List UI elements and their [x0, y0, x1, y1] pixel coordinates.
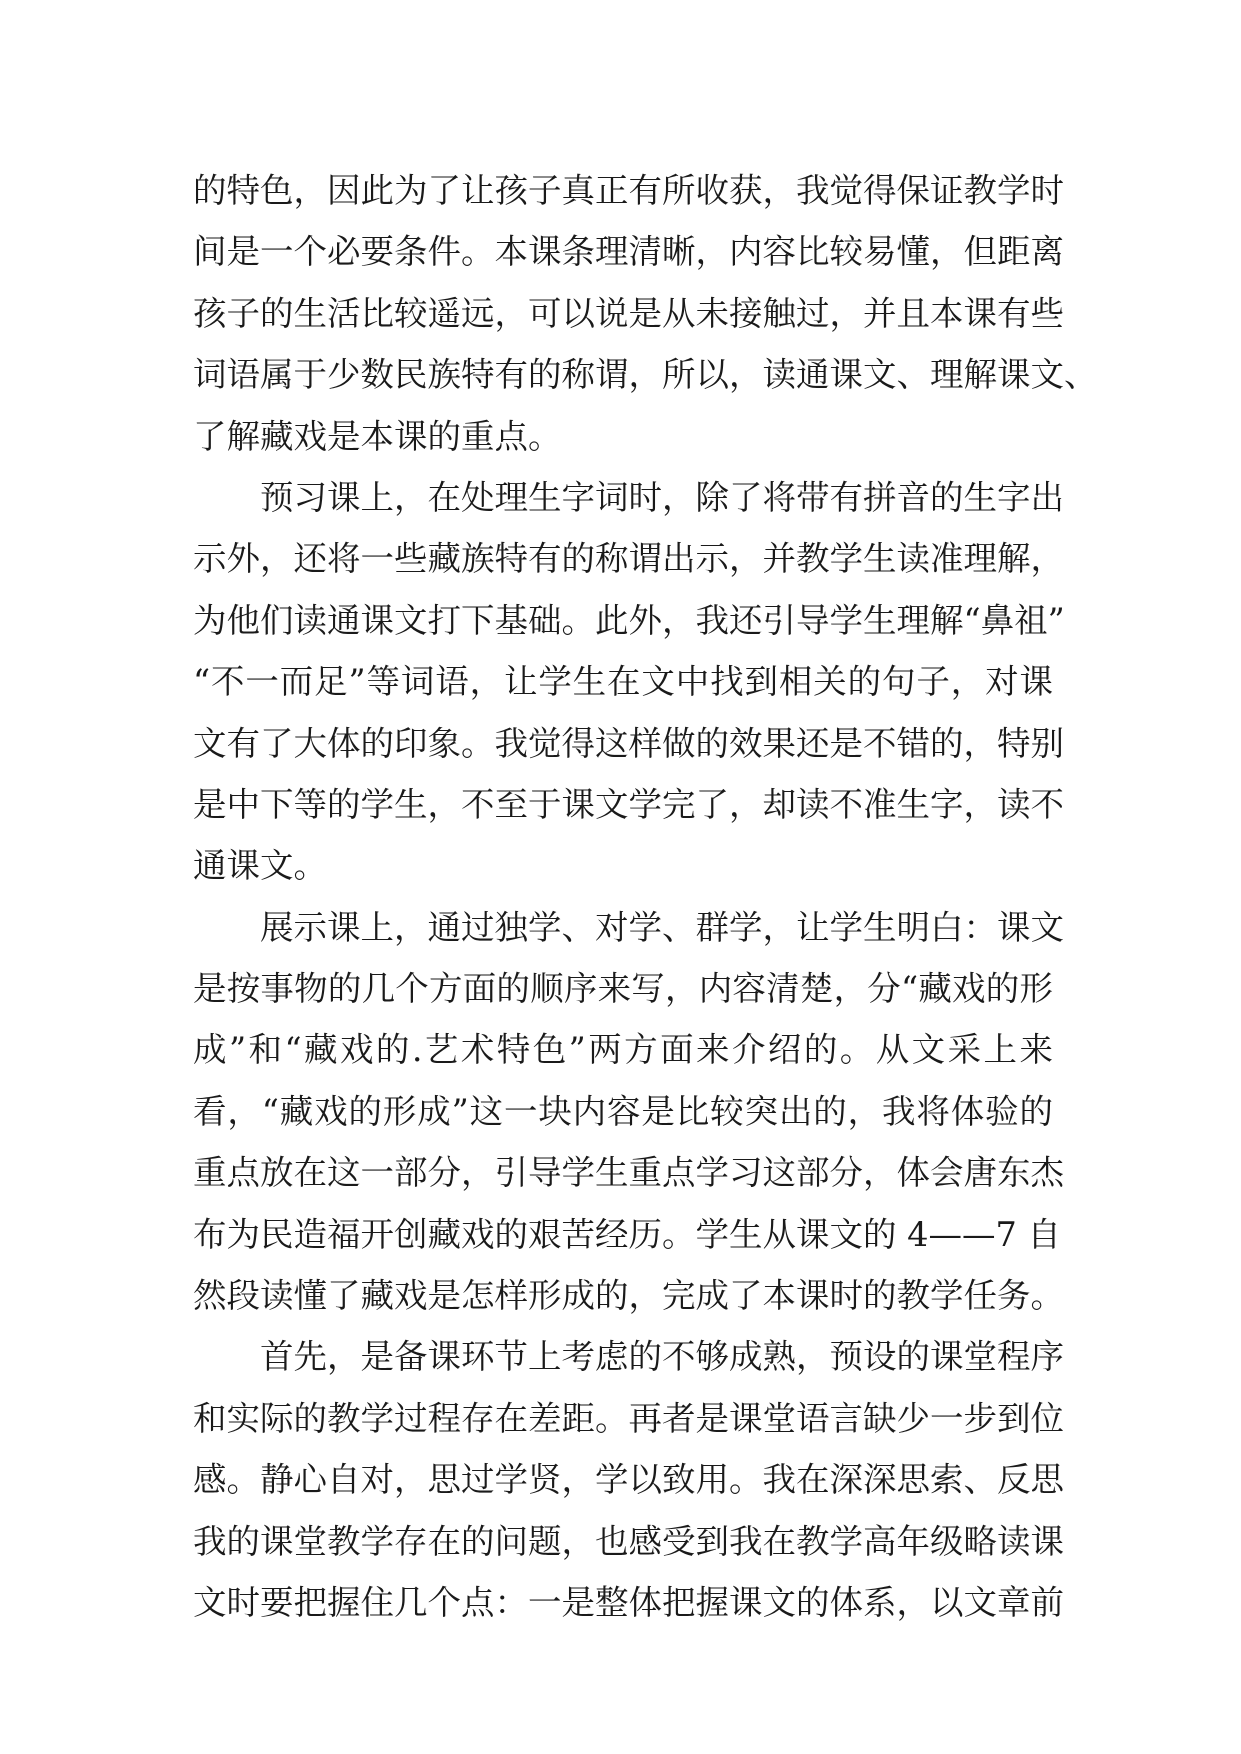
body-line: 间是一个必要条件。本课条理清晰，内容比较易懂，但距离: [193, 232, 1064, 272]
body-line: 成”和“藏戏的.艺术特色”两方面来介绍的。从文采上来: [193, 1030, 1053, 1070]
body-line: 首先，是备课环节上考虑的不够成熟，预设的课堂程序: [260, 1337, 1064, 1377]
body-line: 重点放在这一部分，引导学生重点学习这部分，体会唐东杰: [193, 1153, 1064, 1193]
body-line: 通课文。: [193, 846, 327, 886]
body-line: 了解藏戏是本课的重点。: [193, 416, 562, 456]
body-line: 文有了大体的印象。我觉得这样做的效果还是不错的，特别: [193, 723, 1064, 763]
body-line: 是按事物的几个方面的顺序来写，内容清楚，分“藏戏的形: [193, 969, 1053, 1009]
body-line: 是中下等的学生，不至于课文学完了，却读不准生字，读不: [193, 784, 1064, 824]
body-line: 孩子的生活比较遥远，可以说是从未接触过，并且本课有些: [193, 293, 1064, 333]
body-line: 词语属于少数民族特有的称谓，所以，读通课文、理解课文、: [193, 355, 1098, 395]
document-body: [193, 160, 1098, 1633]
body-line: 然段读懂了藏戏是怎样形成的，完成了本课时的教学任务。: [193, 1276, 1064, 1316]
body-line: 的特色，因此为了让孩子真正有所收获，我觉得保证教学时: [193, 171, 1064, 210]
body-line: 文时要把握住几个点：一是整体把握课文的体系，以文章前: [193, 1582, 1064, 1622]
body-line: 为他们读通课文打下基础。此外，我还引导学生理解“鼻祖”: [193, 600, 1065, 640]
body-line: 预习课上，在处理生字词时，除了将带有拼音的生字出: [260, 477, 1064, 517]
body-line: 展示课上，通过独学、对学、群学，让学生明白：课文: [260, 907, 1064, 947]
body-line: 感。静心自对，思过学贤，学以致用。我在深深思索、反思: [193, 1460, 1064, 1500]
body-line: 看，“藏戏的形成”这一块内容是比较突出的，我将体验的: [193, 1091, 1053, 1131]
body-line: “不一而足”等词语，让学生在文中找到相关的句子，对课: [193, 662, 1053, 702]
body-line: 示外，还将一些藏族特有的称谓出示，并教学生读准理解，: [193, 539, 1064, 579]
body-line: 我的课堂教学存在的问题，也感受到我在教学高年级略读课: [193, 1521, 1064, 1561]
body-line: 和实际的教学过程存在差距。再者是课堂语言缺少一步到位: [193, 1398, 1064, 1438]
body-line: 布为民造福开创藏戏的艰苦经历。学生从课文的 4——7 自: [193, 1214, 1061, 1254]
